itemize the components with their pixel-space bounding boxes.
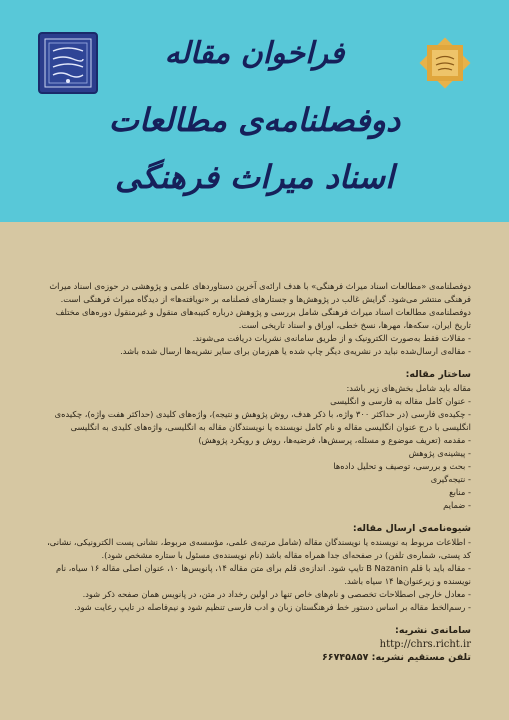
list-item: - مقدمه (تعریف موضوع و مسئله، پرسش‌ها، فرضیه‌ها، روش و رویکرد پژوهش): [198, 435, 471, 445]
structure-section: [40, 368, 471, 512]
structure-list: [40, 395, 471, 512]
header-banner: [0, 0, 509, 222]
list-item: - ضمایم: [443, 500, 471, 510]
title-line-journal: دوفصلنامه‌ی مطالعات: [108, 101, 401, 139]
list-item: - رسم‌الخط مقاله بر اساس دستور خط فرهنگستان زبان و ادب فارسی تنظیم شود و نیم‌فاصله در تایپ رعایت شود.: [74, 602, 471, 612]
section-lead: مقاله باید شامل بخش‌های زیر باشد:: [346, 383, 471, 393]
phone-line: تلفن مستقیم نشریه: ۶۶۷۴۵۸۵۷: [321, 652, 471, 663]
section-heading: سامانه‌ی نشریه:: [395, 625, 471, 636]
submission-section: [40, 522, 471, 614]
list-item: - معادل خارجی اصطلاحات تخصصی و نام‌های خاص تنها در اولین رخداد در متن، در پانویس همان صفحه ذکر شود.: [82, 589, 471, 599]
list-item: - پیشینه‌ی پژوهش: [408, 448, 471, 458]
section-heading: شیوه‌نامه‌ی ارسال مقاله:: [352, 523, 471, 534]
list-item: - عنوان کامل مقاله به فارسی و انگلیسی: [330, 396, 471, 406]
list-item: - چکیده‌ی فارسی (در حداکثر ۳۰۰ واژه، با ذکر هدف، روش پژوهش و نتیجه)، واژه‌های کلیدی (حداکثر هفت واژه)، چکیده‌ی انگلیسی با درج عنوان انگلیسی مقاله و نام کامل نویسنده یا نویسندگان مقاله به انگلیسی، واژه‌های کلیدی به انگلیسی: [54, 409, 471, 432]
contact-section: [40, 624, 471, 664]
section-heading: ساختار مقاله:: [405, 369, 471, 380]
list-item: - مقاله باید با قلم B Nazanin تایپ شود. اندازه‌ی قلم برای متن مقاله ۱۴، پانویس‌ها ۱۰، عنوان اصلی مقاله ۱۶ سیاه، نام نویسنده و زیرعنوان‌ها ۱۴ سیاه باشد.: [56, 563, 471, 586]
list-item: - مقالات فقط به‌صورت الکترونیک و از طریق سامانه‌ی نشریات دریافت می‌شوند.: [192, 333, 471, 343]
list-item: - اطلاعات مربوط به نویسنده یا نویسندگان مقاله (شامل مرتبه‌ی علمی، مؤسسه‌ی مربوط، نشانی پست الکترونیکی، نشانی، کد پستی، شماره‌ی تلفن) در صفحه‌ای جدا همراه مقاله باشد (نام نویسنده‌ی مسئول با ستاره مشخص شود).: [47, 537, 471, 560]
title-line-subject: اسناد میراث فرهنگی: [115, 158, 394, 196]
intro-notes: [40, 332, 471, 358]
call-body: [40, 280, 471, 664]
list-item: - نتیجه‌گیری: [430, 474, 471, 484]
list-item: - منابع: [449, 487, 471, 497]
submission-list: [40, 536, 471, 614]
title-line-call: فراخوان مقاله: [164, 36, 345, 71]
intro-paragraph: دوفصلنامه‌ی «مطالعات اسناد میراث فرهنگی» با هدف ارائه‌ی آخرین دستاوردهای علمی و پژوهشی در حوزه‌ی اسناد میراث فرهنگی منتشر می‌شود. گرایش غالب در پژوهش‌ها و جستارهای فصلنامه بر «نویافته‌ها» از دیدگاه میراث فرهنگی است. دوفصلنامه‌ی مطالعات اسناد میراث فرهنگی شامل بررسی و پژوهش درباره کتیبه‌های منقول و غیرمنقول دوره‌های مختلف تاریخ ایران، سکه‌ها، مهرها، نسخ خطی، اوراق و اسناد تاریخی است.: [49, 281, 471, 330]
list-item: - مقاله‌ی ارسال‌شده نباید در نشریه‌ی دیگر چاپ شده یا هم‌زمان برای سایر نشریه‌ها ارسال شده باشد.: [120, 346, 471, 356]
list-item: - بحث و بررسی، توصیف و تحلیل داده‌ها: [333, 461, 471, 471]
journal-site-link[interactable]: http://chrs.richt.ir: [379, 639, 471, 650]
